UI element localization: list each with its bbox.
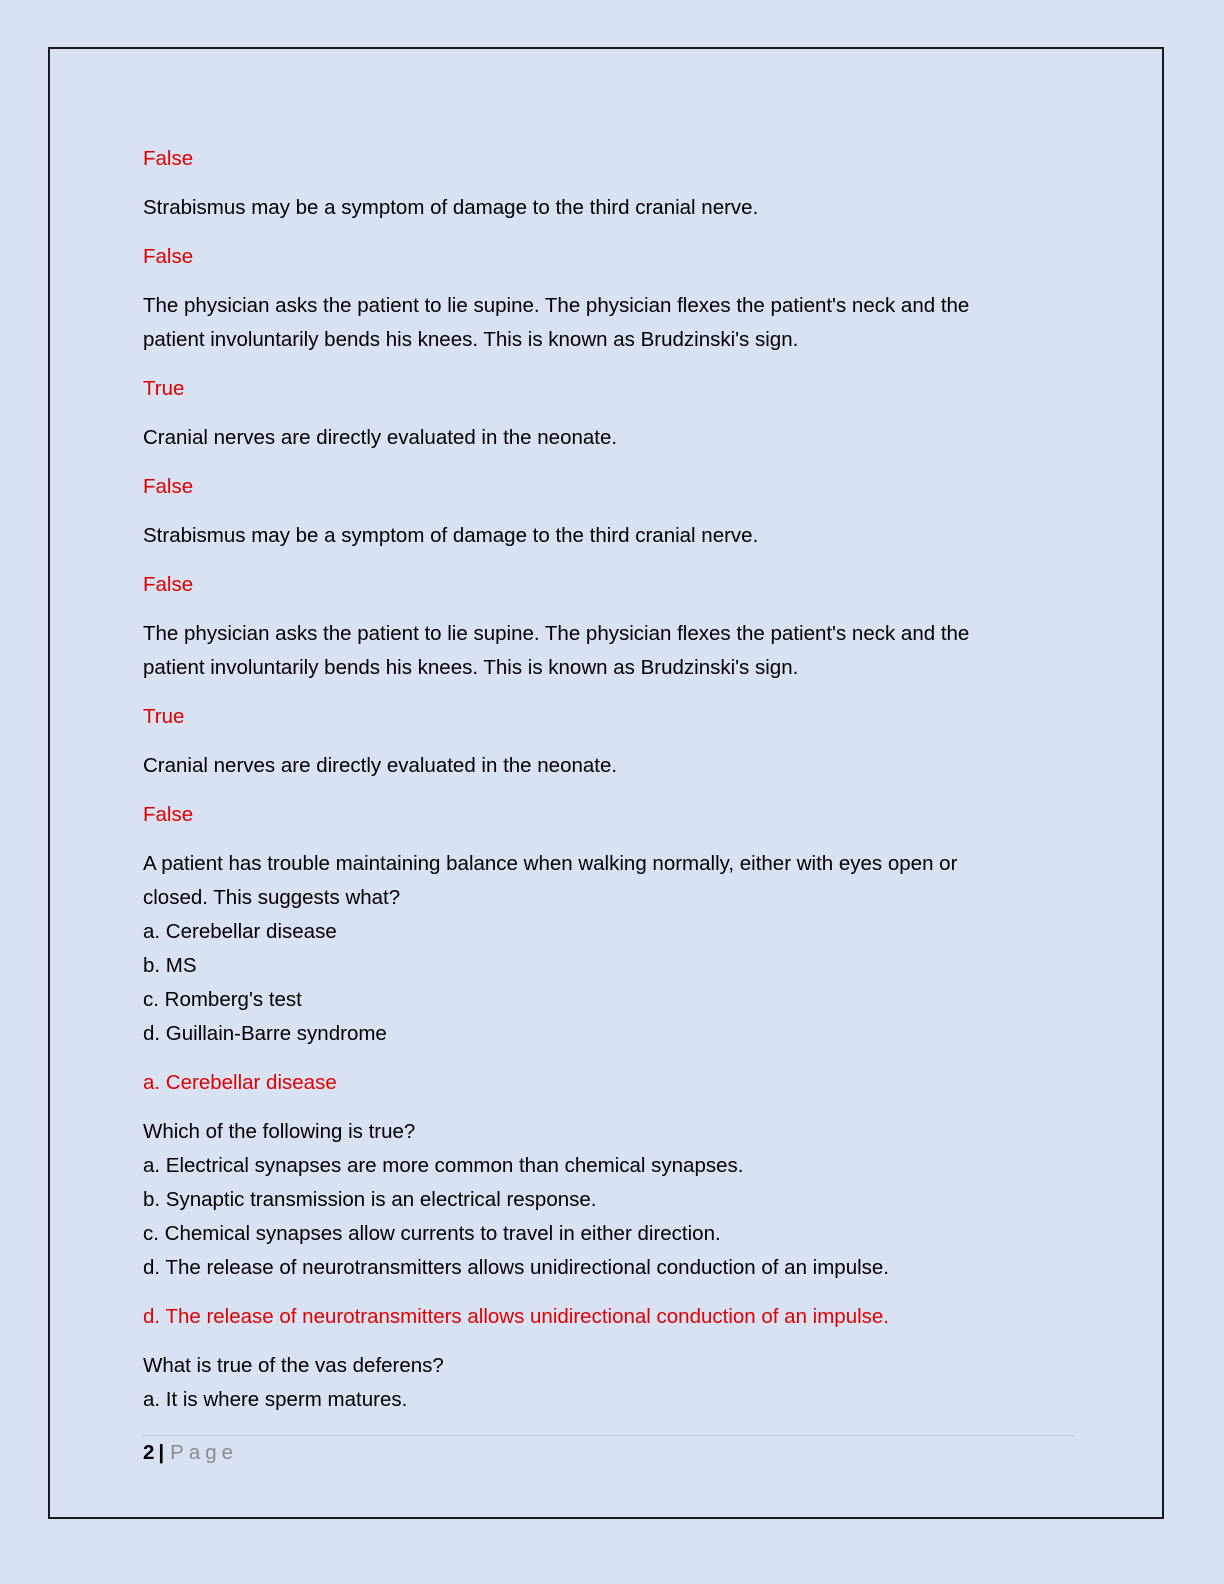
answer-paragraph xyxy=(143,372,1043,406)
answer-line: False xyxy=(143,803,194,826)
text-line: Cranial nerves are directly evaluated in the neonate. xyxy=(143,754,618,777)
footer-separator: | xyxy=(158,1441,165,1464)
answer-line: False xyxy=(143,573,194,596)
answer-paragraph xyxy=(143,568,1043,602)
question-paragraph xyxy=(143,421,1043,455)
answer-paragraph xyxy=(143,142,1043,176)
answer-line: d. The release of neurotransmitters allows unidirectional conduction of an impulse. xyxy=(143,1305,889,1328)
text-line: patient involuntarily bends his knees. This is known as Brudzinski's sign. xyxy=(143,328,799,351)
text-line: What is true of the vas deferens? xyxy=(143,1354,444,1377)
answer-line: a. Cerebellar disease xyxy=(143,1071,337,1094)
question-paragraph xyxy=(143,289,1043,357)
text-line: c. Romberg's test xyxy=(143,988,302,1011)
answer-paragraph xyxy=(143,470,1043,504)
question-paragraph xyxy=(143,1115,1043,1285)
question-paragraph xyxy=(143,191,1043,225)
answer-paragraph xyxy=(143,240,1043,274)
page-label: Page xyxy=(170,1441,239,1464)
text-line: The physician asks the patient to lie supine. The physician flexes the patient's neck and the xyxy=(143,294,970,317)
text-line: Strabismus may be a symptom of damage to the third cranial nerve. xyxy=(143,196,759,219)
text-line: d. The release of neurotransmitters allows unidirectional conduction of an impulse. xyxy=(143,1256,889,1279)
page-footer xyxy=(143,1438,238,1468)
text-line: A patient has trouble maintaining balance when walking normally, either with eyes open or xyxy=(143,852,958,875)
text-line: a. Cerebellar disease xyxy=(143,920,337,943)
answer-line: False xyxy=(143,245,194,268)
answer-paragraph xyxy=(143,798,1043,832)
text-line: d. Guillain-Barre syndrome xyxy=(143,1022,387,1045)
page-number: 2 xyxy=(143,1441,155,1464)
text-line: closed. This suggests what? xyxy=(143,886,401,909)
answer-paragraph xyxy=(143,1066,1043,1100)
answer-line: True xyxy=(143,705,185,728)
question-paragraph xyxy=(143,617,1043,685)
text-line: The physician asks the patient to lie supine. The physician flexes the patient's neck and the xyxy=(143,622,970,645)
text-line: b. Synaptic transmission is an electrical response. xyxy=(143,1188,597,1211)
answer-line: False xyxy=(143,147,194,170)
text-line: Cranial nerves are directly evaluated in the neonate. xyxy=(143,426,618,449)
question-paragraph xyxy=(143,847,1043,1051)
answer-paragraph xyxy=(143,700,1043,734)
answer-paragraph xyxy=(143,1300,1043,1334)
text-line: Which of the following is true? xyxy=(143,1120,416,1143)
question-paragraph xyxy=(143,1349,1043,1417)
text-line: b. MS xyxy=(143,954,197,977)
text-line: patient involuntarily bends his knees. This is known as Brudzinski's sign. xyxy=(143,656,799,679)
text-line: a. Electrical synapses are more common than chemical synapses. xyxy=(143,1154,744,1177)
answer-line: False xyxy=(143,475,194,498)
footer-divider xyxy=(143,1435,1075,1436)
answer-line: True xyxy=(143,377,185,400)
text-line: Strabismus may be a symptom of damage to the third cranial nerve. xyxy=(143,524,759,547)
text-line: c. Chemical synapses allow currents to travel in either direction. xyxy=(143,1222,721,1245)
question-paragraph xyxy=(143,519,1043,553)
text-line: a. It is where sperm matures. xyxy=(143,1388,408,1411)
document-body xyxy=(143,142,1043,1432)
question-paragraph xyxy=(143,749,1043,783)
